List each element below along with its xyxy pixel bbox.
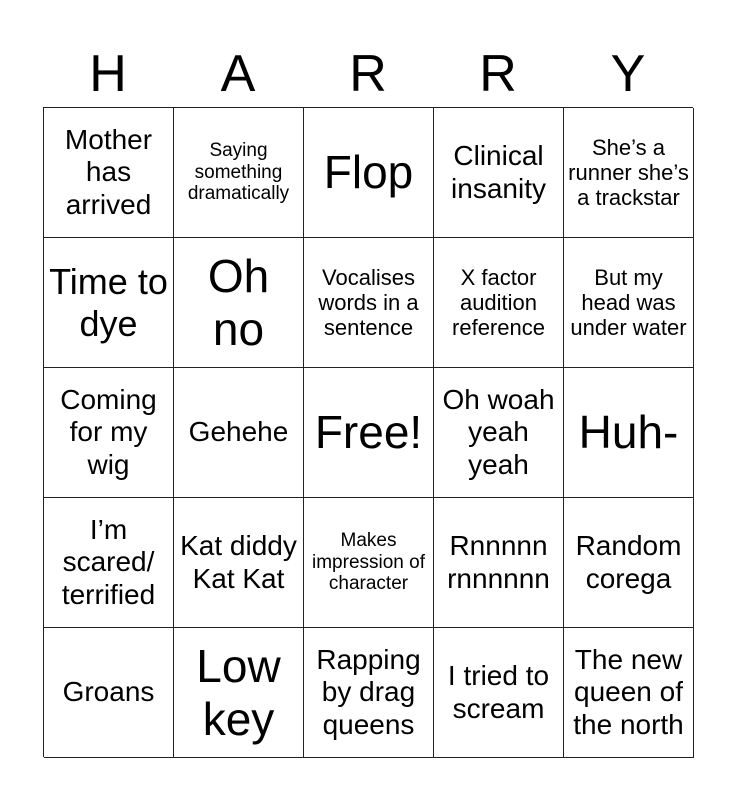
bingo-cell-text: Time to dye: [49, 261, 168, 344]
bingo-cell-text: Low key: [196, 639, 281, 745]
bingo-cell-text: Flop: [323, 146, 414, 199]
bingo-cell[interactable]: [434, 368, 564, 498]
bingo-cell-text: I tried to scream: [447, 660, 550, 724]
bingo-cell[interactable]: [174, 498, 304, 628]
bingo-cell[interactable]: [304, 368, 434, 498]
header-letter: R: [349, 45, 387, 103]
bingo-cell-text: She’s a runner she’s a trackstar: [568, 134, 689, 211]
bingo-cell[interactable]: [434, 498, 564, 628]
bingo-cell[interactable]: [174, 628, 304, 758]
bingo-cell[interactable]: [434, 628, 564, 758]
bingo-cell-text: Oh woah yeah yeah: [442, 384, 555, 480]
bingo-cell-text: Coming for my wig: [60, 384, 157, 480]
bingo-cell[interactable]: [44, 368, 174, 498]
bingo-cell[interactable]: [564, 238, 694, 368]
bingo-cell[interactable]: [174, 238, 304, 368]
bingo-cell[interactable]: [174, 108, 304, 238]
bingo-cell[interactable]: [44, 108, 174, 238]
bingo-cell-text: The new queen of the north: [573, 644, 684, 740]
bingo-cell-text: Rapping by drag queens: [316, 644, 421, 740]
bingo-cell[interactable]: [564, 498, 694, 628]
bingo-cell[interactable]: [434, 238, 564, 368]
header-letter: R: [479, 45, 517, 103]
bingo-cell-text: Random corega: [575, 530, 682, 594]
header-letter: H: [89, 45, 127, 103]
bingo-cell-text: I’m scared/ terrified: [61, 514, 156, 610]
bingo-cell[interactable]: [174, 368, 304, 498]
bingo-cell[interactable]: [304, 238, 434, 368]
bingo-board: [43, 107, 693, 757]
bingo-cell[interactable]: [564, 628, 694, 758]
bingo-cell-text: Makes impression of character: [312, 529, 425, 595]
bingo-cell[interactable]: [44, 498, 174, 628]
bingo-cell[interactable]: [564, 108, 694, 238]
bingo-cell-text: Groans: [62, 676, 155, 708]
bingo-cell-text: But my head was under water: [570, 264, 687, 341]
bingo-cell[interactable]: [304, 498, 434, 628]
bingo-cell[interactable]: [304, 628, 434, 758]
bingo-cell-text: Gehehe: [188, 416, 289, 448]
bingo-cell-text: Saying something dramatically: [187, 139, 290, 205]
bingo-cell-text: Mother has arrived: [64, 124, 153, 220]
bingo-header: [43, 40, 693, 108]
bingo-cell[interactable]: [564, 368, 694, 498]
bingo-cell-text: Oh no: [207, 249, 270, 355]
bingo-cell-text: Rnnnnn rnnnnnn: [447, 530, 550, 594]
header-letter: A: [220, 45, 256, 103]
bingo-cell-text: Clinical insanity: [451, 140, 546, 204]
bingo-cell-text: Vocalises words in a sentence: [318, 264, 419, 341]
bingo-cell-text: Kat diddy Kat Kat: [180, 530, 297, 594]
header-letter: Y: [610, 45, 646, 103]
bingo-cell[interactable]: [44, 628, 174, 758]
bingo-cell-text: Huh-: [578, 406, 679, 459]
bingo-cell-text: Free!: [314, 406, 423, 459]
bingo-cell-text: X factor audition reference: [452, 264, 545, 341]
bingo-cell[interactable]: [434, 108, 564, 238]
bingo-cell[interactable]: [44, 238, 174, 368]
bingo-cell[interactable]: [304, 108, 434, 238]
